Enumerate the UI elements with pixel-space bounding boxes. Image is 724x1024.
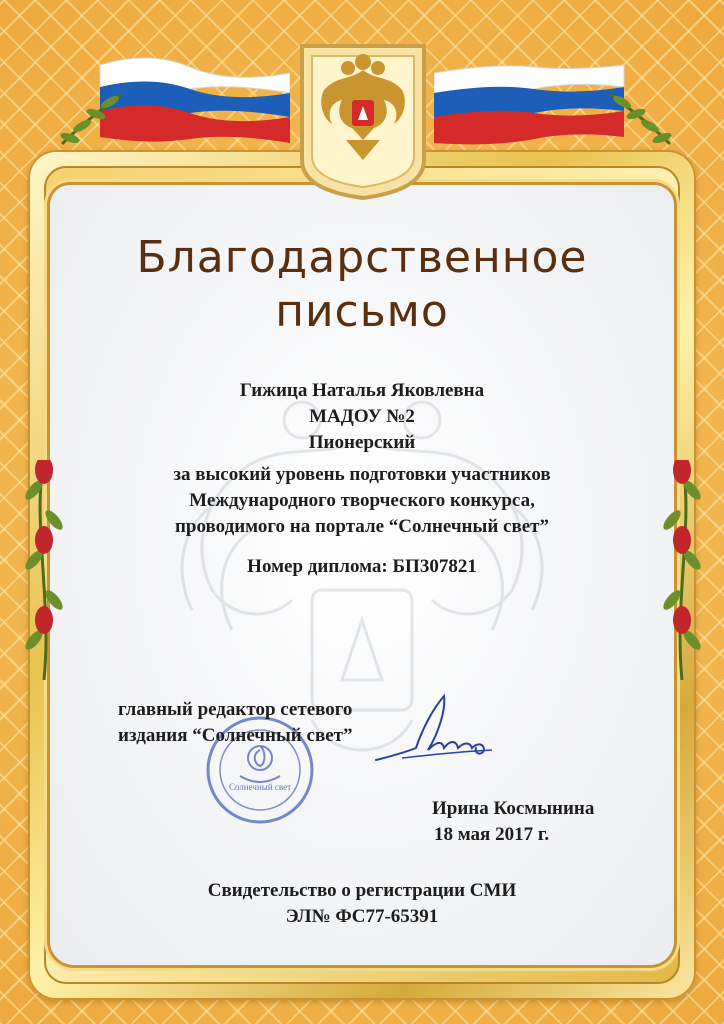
signer-name: Ирина Космынина xyxy=(432,798,595,819)
recipient-name: Гижица Наталья Яковлевна xyxy=(239,380,485,401)
diploma-number: Номер диплома: БП307821 xyxy=(247,556,477,577)
registration-line-1: Свидетельство о регистрации СМИ xyxy=(207,880,517,901)
editor-title-line2: издания “Солнечный свет” xyxy=(118,725,353,746)
stamp-center-text: Солнечный свет xyxy=(228,782,292,792)
recipient-organization: МАДОУ №2 xyxy=(309,406,415,427)
laurel-branch-icon xyxy=(600,84,680,154)
certificate-title-line2: письмо xyxy=(275,286,449,337)
editor-title xyxy=(118,697,352,749)
editor-title-line1: главный редактор сетевого xyxy=(118,699,353,720)
reason-line-1: за высокий уровень подготовки участников xyxy=(173,464,551,485)
recipient-city: Пионерский xyxy=(308,432,416,453)
signing-date: 18 мая 2017 г. xyxy=(434,824,550,845)
registration-line-2: ЭЛ№ ФС77-65391 xyxy=(285,906,439,927)
signature-icon xyxy=(372,690,502,780)
reason-line-3: проводимого на портале “Солнечный свет” xyxy=(174,516,549,537)
laurel-branch-icon xyxy=(52,84,132,154)
certificate-title-line1: Благодарственное xyxy=(136,232,588,283)
reason-line-2: Международного творческого конкурса, xyxy=(189,490,535,511)
coat-of-arms-icon xyxy=(296,40,430,200)
